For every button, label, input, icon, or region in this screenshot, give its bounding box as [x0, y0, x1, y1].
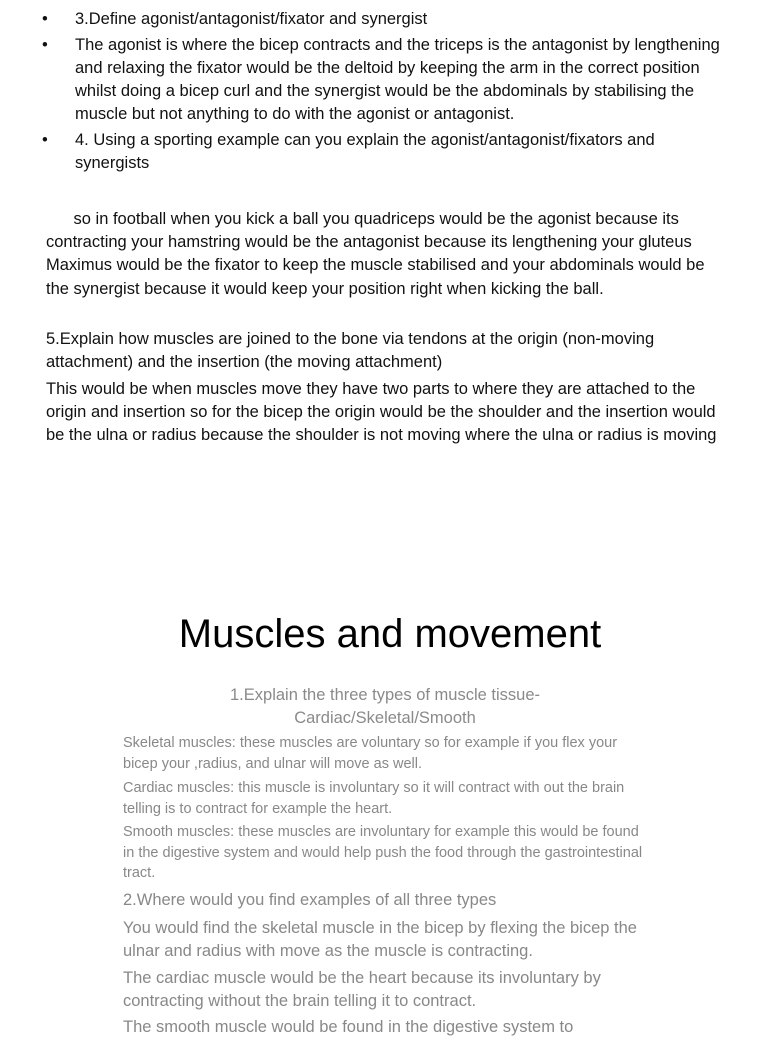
bullet-list	[42, 8, 722, 178]
bullet-item	[42, 129, 722, 175]
bullet-dot-icon: •	[42, 10, 48, 28]
smooth-description: Smooth muscles: these muscles are involuntary for example this would be found in the digestive system and would help push the food through the gastrointestinal tract.	[123, 824, 643, 881]
skeletal-description: Skeletal muscles: these muscles are voluntary so for example if you flex your bicep your ,radius, and ulnar will move as well.	[123, 735, 618, 772]
bullet-item	[42, 34, 722, 126]
bullet-text: 3.Define agonist/antagonist/fixator and synergist	[75, 10, 428, 28]
smooth-example: The smooth muscle would be found in the digestive system to	[123, 1018, 574, 1036]
bullet-text: The agonist is where the bicep contracts and the triceps is the antagonist by lengthening and relaxing the fixator would be the deltoid by keeping the arm in the correct position whilst doing a bicep curl and the synergist would be the abdominals by stabilising the muscle but not anything to do with the agonist or antagonist.	[75, 36, 720, 123]
bullet-dot-icon: •	[42, 131, 48, 149]
question-5: 5.Explain how muscles are joined to the bone via tendons at the origin (non-moving attachment) and the insertion (the moving attachment)	[46, 330, 655, 372]
bullet-item	[42, 8, 722, 31]
slide-muscles-and-movement	[0, 560, 768, 1036]
football-answer: so in football when you kick a ball you quadriceps would be the agonist because its contracting your hamstring would be the antagonist because its lengthening your gluteus Maximus would be the fixator to keep the muscle stabilised and your abdominals would be the synergist because it would keep your position right when kicking the ball.	[46, 210, 710, 298]
question-2: 2.Where would you find examples of all three types	[123, 891, 497, 909]
question-1: 1.Explain the three types of muscle tissue- Cardiac/Skeletal/Smooth	[230, 686, 540, 727]
skeletal-example: You would find the skeletal muscle in the bicep by flexing the bicep the ulnar and radius with move as the muscle is contracting.	[123, 919, 637, 960]
question-5-answer: This would be when muscles move they have two parts to where they are attached to the origin and insertion so for the bicep the origin would be the shoulder and the insertion would be the ulna or radius because the shoulder is not moving where the ulna or radius is moving	[46, 380, 717, 445]
bullet-text: 4. Using a sporting example can you explain the agonist/antagonist/fixators and synergists	[75, 131, 655, 172]
slide-title: Muscles and movement	[178, 612, 602, 656]
cardiac-description: Cardiac muscles: this muscle is involuntary so it will contract with out the brain telling is to contract for example the heart.	[123, 780, 625, 817]
bullet-dot-icon: •	[42, 36, 48, 54]
cardiac-example: The cardiac muscle would be the heart because its involuntary by contracting without the brain telling it to contract.	[123, 969, 601, 1010]
